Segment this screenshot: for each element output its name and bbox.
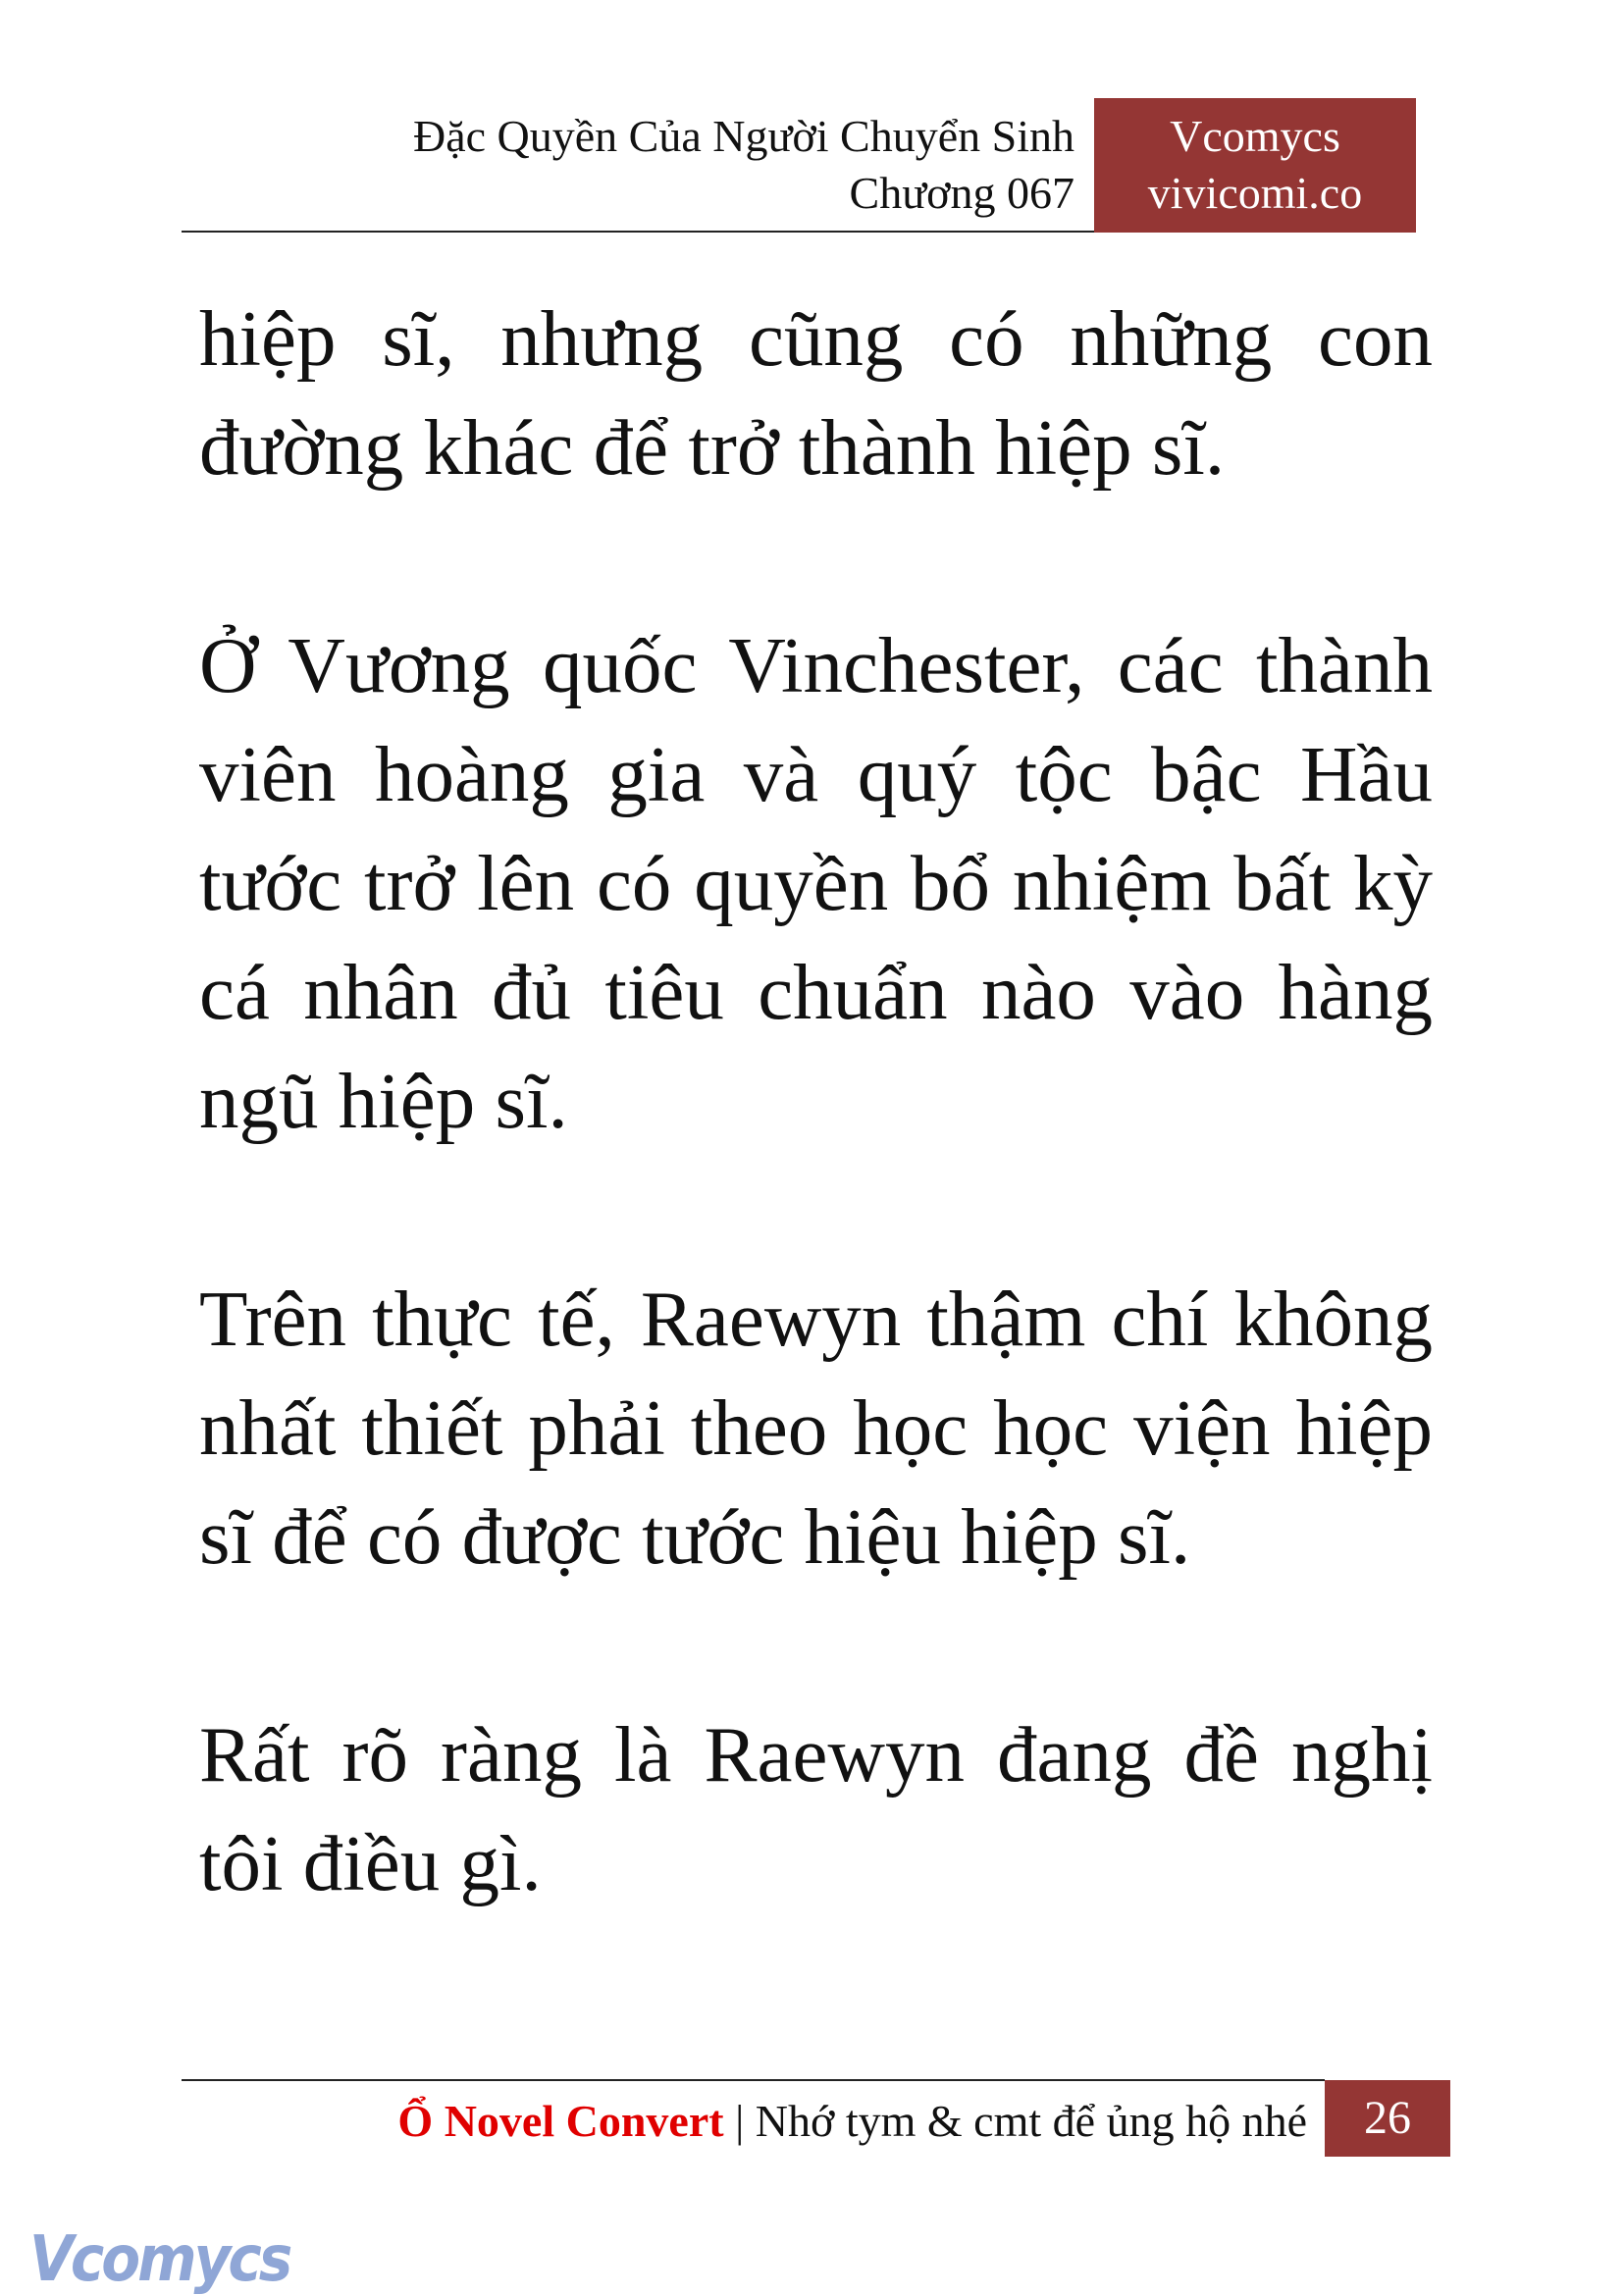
footer-rule — [182, 2079, 1325, 2081]
site-name: Vcomycs — [1170, 111, 1340, 161]
footer-brand: Ổ Novel Convert — [397, 2096, 724, 2146]
page-body — [199, 285, 1433, 2027]
paragraph: hiệp sĩ, nhưng cũng có những con đường khác để trở thành hiệp sĩ. — [199, 294, 1433, 492]
page-number: 26 — [1325, 2080, 1450, 2157]
watermark-logo: Vcomycs — [29, 2221, 290, 2295]
paragraph: Trên thực tế, Raewyn thậm chí không nhất thiết phải theo học học viện hiệp sĩ để có được tước hiệu hiệp sĩ. — [199, 1275, 1433, 1581]
paragraph: Ở Vương quốc Vinchester, các thành viên hoàng gia và quý tộc bậc Hầu tước trở lên có quyền bổ nhiệm bất kỳ cá nhân đủ tiêu chuẩn nào vào hàng ngũ hiệp sĩ. — [199, 621, 1433, 1145]
footer-message: Nhớ tym & cmt để ủng hộ nhé — [755, 2096, 1307, 2146]
header-title — [413, 108, 1074, 222]
header-rule — [182, 231, 1094, 233]
book-title: Đặc Quyền Của Người Chuyển Sinh — [412, 111, 1074, 161]
site-badge — [1094, 98, 1416, 233]
site-url: vivicomi.co — [1147, 168, 1363, 218]
paragraph: Rất rõ ràng là Raewyn đang đề nghị tôi điều gì. — [199, 1710, 1433, 1907]
footer-text — [397, 2090, 1307, 2153]
footer-separator: | — [735, 2096, 745, 2146]
chapter-label: Chương 067 — [849, 168, 1074, 218]
